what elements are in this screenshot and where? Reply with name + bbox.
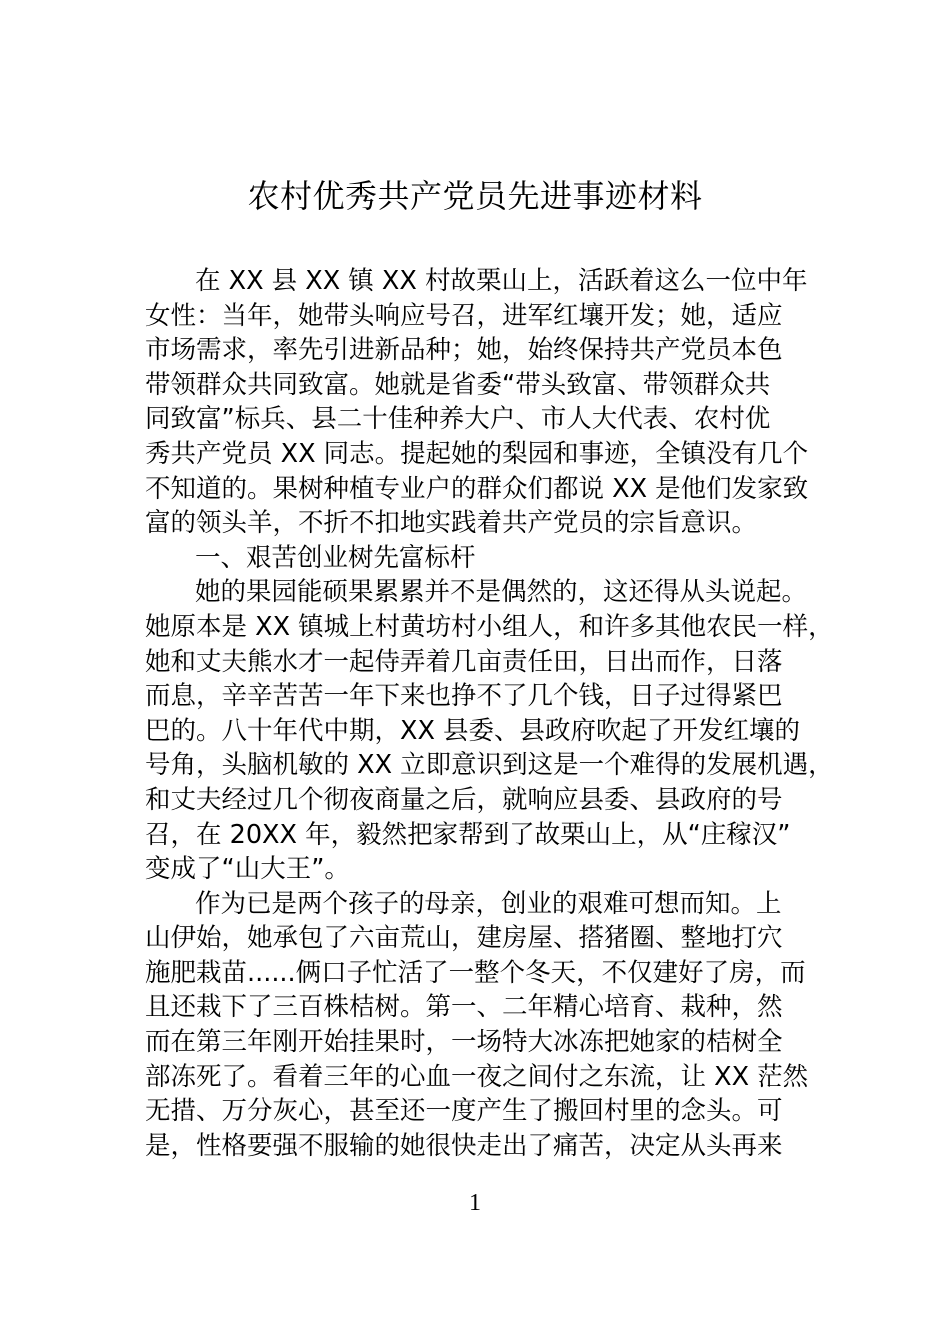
paragraph-line: 她和丈夫熊水才一起侍弄着几亩责任田，日出而作，日落 bbox=[145, 646, 783, 677]
document-title: 农村优秀共产党员先进事迹材料 bbox=[247, 177, 703, 215]
paragraph-line: 变成了“山大王”。 bbox=[145, 854, 350, 885]
paragraph-line: 且还栽下了三百株桔树。第一、二年精心培育、栽种，然 bbox=[145, 992, 783, 1023]
paragraph-line: 同致富”标兵、县二十佳种养大户、市人大代表、农村优 bbox=[145, 404, 771, 435]
page-number: 1 bbox=[469, 1190, 481, 1216]
paragraph-line: 她的果园能硕果累累并不是偶然的，这还得从头说起。 bbox=[195, 577, 808, 608]
paragraph-line: 而在第三年刚开始挂果时，一场特大冰冻把她家的桔树全 bbox=[145, 1027, 783, 1058]
section-heading: 一、艰苦创业树先富标杆 bbox=[195, 542, 476, 573]
paragraph-line: 号角，头脑机敏的 XX 立即意识到这是一个难得的发展机遇， bbox=[145, 750, 834, 781]
paragraph-line: 是，性格要强不服输的她很快走出了痛苦，决定从头再来 bbox=[145, 1130, 783, 1161]
paragraph-line: 富的领头羊，不折不扣地实践着共产党员的宗旨意识。 bbox=[145, 508, 758, 539]
paragraph-line: 作为已是两个孩子的母亲，创业的艰难可想而知。上 bbox=[195, 888, 782, 919]
paragraph-line: 召，在 20XX 年，毅然把家帮到了故栗山上，从“庄稼汉” bbox=[145, 819, 791, 850]
document-body bbox=[145, 264, 835, 1163]
paragraph-line: 无措、万分灰心，甚至还一度产生了搬回村里的念头。可 bbox=[145, 1096, 783, 1127]
paragraph-line: 巴的。八十年代中期，XX 县委、县政府吹起了开发红壤的 bbox=[145, 715, 801, 746]
paragraph-line: 带领群众共同致富。她就是省委“带头致富、带领群众共 bbox=[145, 369, 771, 400]
paragraph-line: 部冻死了。看着三年的心血一夜之间付之东流，让 XX 茫然 bbox=[145, 1061, 809, 1092]
paragraph-line: 女性：当年，她带头响应号召，进军红壤开发；她，适应 bbox=[145, 300, 783, 331]
paragraph-line: 和丈夫经过几个彻夜商量之后，就响应县委、县政府的号 bbox=[145, 784, 783, 815]
paragraph-line: 市场需求，率先引进新品种；她，始终保持共产党员本色 bbox=[145, 335, 783, 366]
paragraph-line: 秀共产党员 XX 同志。提起她的梨园和事迹，全镇没有几个 bbox=[145, 438, 809, 469]
paragraph-line: 她原本是 XX 镇城上村黄坊村小组人，和许多其他农民一样， bbox=[145, 611, 834, 642]
paragraph-line: 施肥栽苗......俩口子忙活了一整个冬天，不仅建好了房，而 bbox=[145, 957, 806, 988]
paragraph-line: 不知道的。果树种植专业户的群众们都说 XX 是他们发家致 bbox=[145, 473, 809, 504]
paragraph-line: 而息，辛辛苦苦一年下来也挣不了几个钱，日子过得紧巴 bbox=[145, 681, 783, 712]
paragraph-line: 在 XX 县 XX 镇 XX 村故栗山上，活跃着这么一位中年 bbox=[195, 266, 808, 296]
paragraph-line: 山伊始，她承包了六亩荒山，建房屋、搭猪圈、整地打穴 bbox=[145, 923, 783, 954]
